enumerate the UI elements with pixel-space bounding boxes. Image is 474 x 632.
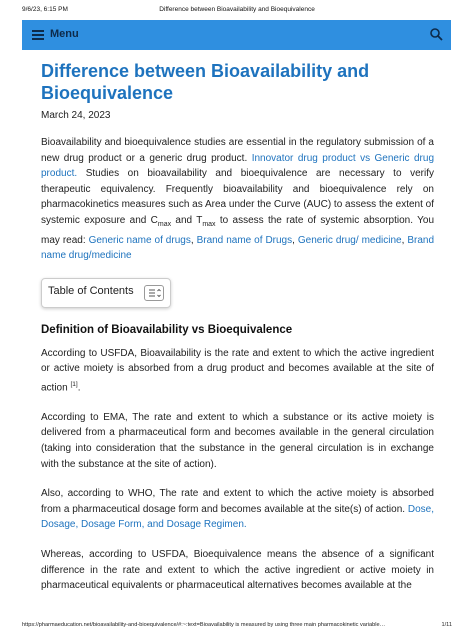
menu-label[interactable]: Menu — [50, 28, 79, 40]
print-timestamp: 9/6/23, 6:15 PM — [22, 6, 68, 13]
intro-paragraph: Bioavailability and bioequivalence studies are essential in the regulatory submission of a new drug product or a generic drug product. Innovator drug product vs Generic drug product. Studies on bioavailability and bioequivalence are necessary to verify therapeutic equivalency. Frequently bioavailability and bioequivalence rely on pharmacokinetics measures such as Area under the Curve (AUC) to assess the extent of systemic exposure and $C_{max}$ and $T_{max}$ to assess the rate of systemic absorption. You may read: Generic name of drugs, Brand name of Drugs, Generic drug/ medicine, Brand name drug/medicine — [41, 137, 435, 262]
link-generic-drug[interactable]: Generic drug/ medicine — [297, 234, 402, 246]
reference-1[interactable]: [1] — [70, 380, 78, 388]
link-brand-name-drug[interactable]: Brand name drug/medicine — [41, 234, 435, 262]
toc-label: Table of Contents — [48, 284, 134, 297]
article-title: Difference between Bioavailability and Bioequivalence — [41, 61, 370, 103]
paragraph-usfda-ba: According to USFDA, Bioavailability is the rate and extent to which the active ingredient or active moiety is absorbed from a drug product and becomes available at the site of action [1]. — [41, 347, 434, 394]
toc-toggle-icon[interactable] — [144, 285, 164, 301]
link-generic-name[interactable]: Generic name of drugs — [88, 234, 191, 246]
article — [41, 60, 434, 594]
paragraph-ema: According to EMA, The rate and extent to which a substance or its active moiety is delivered from a pharmaceutical form and becomes available in the general circulation (taking into consideration that the substance in the general circulation is in exchange with the substance at the site of action). — [41, 411, 434, 470]
paragraph-who: Also, according to WHO, The rate and extent to which the active moiety is absorbed from a pharmaceutical dosage form and becomes available at the site(s) of action. Dose, Dosage, Dosage Form, and Dosage Regimen. — [41, 488, 434, 531]
table-of-contents[interactable] — [41, 278, 171, 308]
article-date: March 24, 2023 — [41, 110, 111, 121]
footer-url: https://pharmaeducation.net/bioavailability-and-bioequivalence/#:~:text=Bioavailability is measured by using three main pharmacokinetic variable… — [22, 622, 386, 628]
link-innovator-vs-generic[interactable]: Innovator drug product vs Generic drug product. — [41, 152, 435, 180]
paragraph-usfda-be: Whereas, according to USFDA, Bioequivalence means the absence of a significant difference in the rate and extent to which the active ingredient or active moiety in pharmaceutical equivalents or pharmaceutical alternatives becomes available at the — [41, 549, 434, 592]
search-icon[interactable] — [429, 27, 443, 41]
page-number: 1/11 — [441, 622, 452, 628]
print-header — [0, 0, 474, 16]
section-heading: Definition of Bioavailability vs Bioequivalence — [41, 323, 293, 336]
print-title: Difference between Bioavailability and Bioequivalence — [159, 6, 315, 13]
menu-bar[interactable] — [22, 20, 451, 50]
link-brand-name[interactable]: Brand name of Drugs — [196, 234, 293, 246]
hamburger-icon[interactable] — [32, 30, 44, 40]
link-dose-dosage[interactable]: Dose, Dosage, Dosage Form, and Dosage Regimen. — [41, 503, 434, 531]
print-footer — [0, 618, 474, 632]
